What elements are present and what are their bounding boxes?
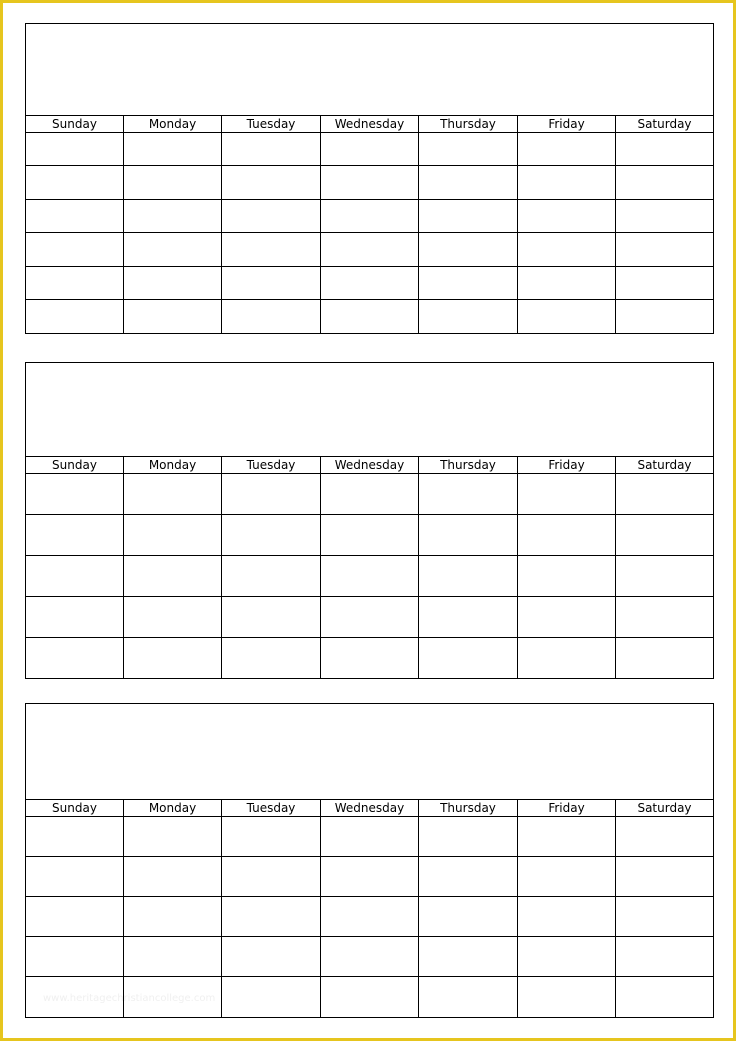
weekday-friday: Friday: [518, 800, 616, 816]
day-cell: [419, 474, 518, 514]
day-cell: [124, 897, 222, 936]
day-cell: [518, 937, 616, 976]
day-cell: [26, 200, 124, 232]
day-cell: [321, 267, 419, 299]
day-cell: [124, 300, 222, 333]
weekday-monday: Monday: [124, 800, 222, 816]
day-cell: [518, 638, 616, 679]
day-cell: [321, 897, 419, 936]
day-cell: [222, 166, 321, 198]
day-cell: [616, 857, 713, 896]
day-cell: [124, 817, 222, 856]
day-cell: [419, 133, 518, 165]
month-title-area: [26, 704, 713, 800]
day-cell: [222, 897, 321, 936]
day-cell: [26, 133, 124, 165]
weekday-sunday: Sunday: [26, 116, 124, 132]
day-cell: [616, 515, 713, 555]
day-cell: [222, 857, 321, 896]
day-cell: [419, 166, 518, 198]
weekday-monday: Monday: [124, 457, 222, 473]
day-cell: [321, 556, 419, 596]
day-cell: [222, 267, 321, 299]
weekday-sunday: Sunday: [26, 800, 124, 816]
weekday-thursday: Thursday: [419, 800, 518, 816]
day-cell: [124, 515, 222, 555]
day-cell: [222, 133, 321, 165]
day-cell: [419, 977, 518, 1017]
day-cell: [518, 200, 616, 232]
day-cell: [419, 556, 518, 596]
day-cell: [321, 166, 419, 198]
day-cell: [321, 597, 419, 637]
weekday-header-row: [26, 800, 713, 817]
day-cell: [518, 597, 616, 637]
weekday-wednesday: Wednesday: [321, 457, 419, 473]
weekday-saturday: Saturday: [637, 801, 692, 815]
day-cell: [26, 166, 124, 198]
week-row: [26, 166, 713, 199]
weekday-wednesday: Wednesday: [321, 800, 419, 816]
day-cell: [124, 267, 222, 299]
day-cell: [124, 857, 222, 896]
day-cell: [26, 474, 124, 514]
day-cell: [222, 515, 321, 555]
day-cell: [124, 233, 222, 265]
day-cell: [518, 166, 616, 198]
day-cell: [419, 638, 518, 679]
day-cell: [124, 200, 222, 232]
week-row: [26, 233, 713, 266]
weekday-saturday: Saturday: [637, 117, 692, 131]
watermark: www.heritagechristiancollege.com: [43, 993, 216, 1004]
week-row: [26, 857, 713, 897]
day-cell: [222, 817, 321, 856]
day-cell: [26, 556, 124, 596]
day-cell: [518, 817, 616, 856]
day-cell: [26, 233, 124, 265]
day-cell: [518, 556, 616, 596]
day-cell: [321, 857, 419, 896]
day-cell: [26, 937, 124, 976]
weekday-thursday: Thursday: [419, 116, 518, 132]
day-cell: [321, 937, 419, 976]
day-cell: [124, 166, 222, 198]
day-cell: [222, 300, 321, 333]
day-cell: [124, 937, 222, 976]
day-cell: [222, 233, 321, 265]
weekday-sunday: Sunday: [26, 457, 124, 473]
day-cell: [124, 133, 222, 165]
week-row: [26, 474, 713, 515]
day-cell: [321, 977, 419, 1017]
day-cell: [321, 515, 419, 555]
month-title-area: [26, 24, 713, 116]
day-cell: [419, 897, 518, 936]
weekday-saturday: Saturday: [637, 458, 692, 472]
week-row: [26, 817, 713, 857]
weekday-thursday: Thursday: [419, 457, 518, 473]
day-cell: [616, 556, 713, 596]
day-cell: [222, 638, 321, 679]
day-cell: [616, 267, 713, 299]
day-cell: [616, 977, 713, 1017]
week-row: [26, 267, 713, 300]
day-cell: [26, 857, 124, 896]
day-cell: [26, 597, 124, 637]
day-cell: [26, 638, 124, 679]
day-cell: [321, 300, 419, 333]
day-cell: [616, 300, 713, 333]
day-cell: [518, 857, 616, 896]
day-cell: [518, 133, 616, 165]
day-cell: [518, 897, 616, 936]
day-cell: [419, 267, 518, 299]
week-rows: [26, 817, 713, 1017]
day-cell: [222, 556, 321, 596]
day-cell: [222, 474, 321, 514]
day-cell: [124, 556, 222, 596]
day-cell: [518, 233, 616, 265]
week-row: [26, 200, 713, 233]
day-cell: [518, 474, 616, 514]
month-calendar-2: [25, 362, 714, 679]
day-cell: [518, 515, 616, 555]
day-cell: [616, 937, 713, 976]
day-cell: [419, 300, 518, 333]
day-cell: [26, 300, 124, 333]
month-calendar-1: [25, 23, 714, 334]
day-cell: [419, 857, 518, 896]
day-cell: [518, 300, 616, 333]
day-cell: [616, 597, 713, 637]
day-cell: [518, 977, 616, 1017]
day-cell: [26, 817, 124, 856]
day-cell: [616, 200, 713, 232]
day-cell: [419, 817, 518, 856]
weekday-tuesday: Tuesday: [222, 800, 321, 816]
day-cell: [222, 597, 321, 637]
day-cell: [321, 817, 419, 856]
week-row: [26, 300, 713, 333]
day-cell: [419, 233, 518, 265]
day-cell: [321, 133, 419, 165]
day-cell: [419, 200, 518, 232]
day-cell: [124, 638, 222, 679]
week-row: [26, 597, 713, 638]
week-row: [26, 556, 713, 597]
day-cell: [321, 233, 419, 265]
week-row: [26, 133, 713, 166]
day-cell: [26, 267, 124, 299]
day-cell: [616, 133, 713, 165]
day-cell: [419, 597, 518, 637]
day-cell: [616, 474, 713, 514]
day-cell: [124, 474, 222, 514]
day-cell: [26, 897, 124, 936]
day-cell: [321, 638, 419, 679]
day-cell: [518, 267, 616, 299]
day-cell: [124, 597, 222, 637]
day-cell: [321, 200, 419, 232]
weekday-friday: Friday: [518, 457, 616, 473]
weekday-wednesday: Wednesday: [321, 116, 419, 132]
week-row: [26, 937, 713, 977]
month-title-area: [26, 363, 713, 457]
day-cell: [222, 977, 321, 1017]
month-calendar-3: [25, 703, 714, 1018]
weekday-header-row: [26, 457, 713, 474]
day-cell: [222, 937, 321, 976]
day-cell: [616, 233, 713, 265]
weekday-tuesday: Tuesday: [222, 457, 321, 473]
week-row: [26, 638, 713, 679]
day-cell: [419, 515, 518, 555]
day-cell: [616, 638, 713, 679]
day-cell: [222, 200, 321, 232]
day-cell: [419, 937, 518, 976]
day-cell: [616, 817, 713, 856]
weekday-tuesday: Tuesday: [222, 116, 321, 132]
week-rows: [26, 133, 713, 333]
week-row: [26, 515, 713, 556]
week-row: [26, 897, 713, 937]
week-rows: [26, 474, 713, 679]
weekday-monday: Monday: [124, 116, 222, 132]
day-cell: [26, 515, 124, 555]
day-cell: [321, 474, 419, 514]
day-cell: [616, 166, 713, 198]
weekday-header-row: [26, 116, 713, 133]
weekday-friday: Friday: [518, 116, 616, 132]
day-cell: [616, 897, 713, 936]
